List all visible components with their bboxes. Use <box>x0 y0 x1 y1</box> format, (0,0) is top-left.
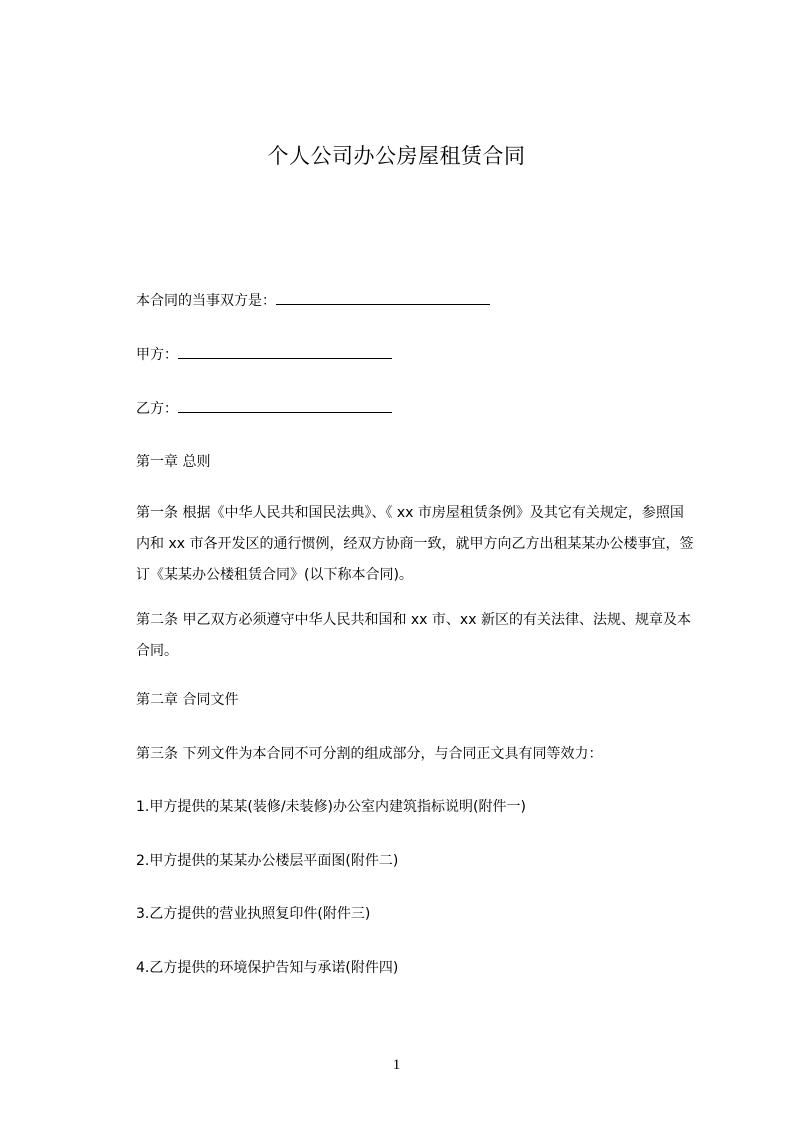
list-item: 3.乙方提供的营业执照复印件(附件三) <box>136 906 371 922</box>
party-b-line <box>136 398 392 419</box>
chapter-1-heading: 第一章 总则 <box>136 454 211 470</box>
article-1-text: 第一条 根据《中华人民共和国民法典》、《 xx 市房屋租赁条例》及其它有关规定，参照国内和 xx 市各开发区的通行惯例，经双方协商一致，就甲方向乙方出租某某办公楼事宜，签订《某某办公楼租赁合同》(以下称本合同)。 <box>136 505 694 583</box>
parties-intro-label: 本合同的当事双方是： <box>136 293 276 309</box>
party-a-blank <box>178 344 392 359</box>
article-2 <box>103 605 695 667</box>
article-3: 第三条 下列文件为本合同不可分割的组成部分，与合同正文具有同等效力： <box>136 746 603 762</box>
page-number: 1 <box>392 1057 401 1073</box>
party-b-blank <box>178 398 392 413</box>
document-title: 个人公司办公房屋租赁合同 <box>267 144 526 168</box>
article-1 <box>103 498 695 591</box>
parties-blank <box>276 290 490 305</box>
parties-intro-line <box>136 290 490 311</box>
list-item: 2.甲方提供的某某办公楼层平面图(附件二) <box>136 853 399 869</box>
party-b-label: 乙方： <box>136 401 178 417</box>
chapter-2-heading: 第二章 合同文件 <box>136 692 239 708</box>
party-a-line <box>136 344 392 365</box>
party-a-label: 甲方： <box>136 347 178 363</box>
article-2-text: 第二条 甲乙双方必须遵守中华人民共和国和 xx 市、xx 新区的有关法律、法规、规章及本合同。 <box>136 612 691 659</box>
list-item: 1.甲方提供的某某(装修/未装修)办公室内建筑指标说明(附件一) <box>136 799 526 815</box>
list-item: 4.乙方提供的环境保护告知与承诺(附件四) <box>136 960 399 976</box>
